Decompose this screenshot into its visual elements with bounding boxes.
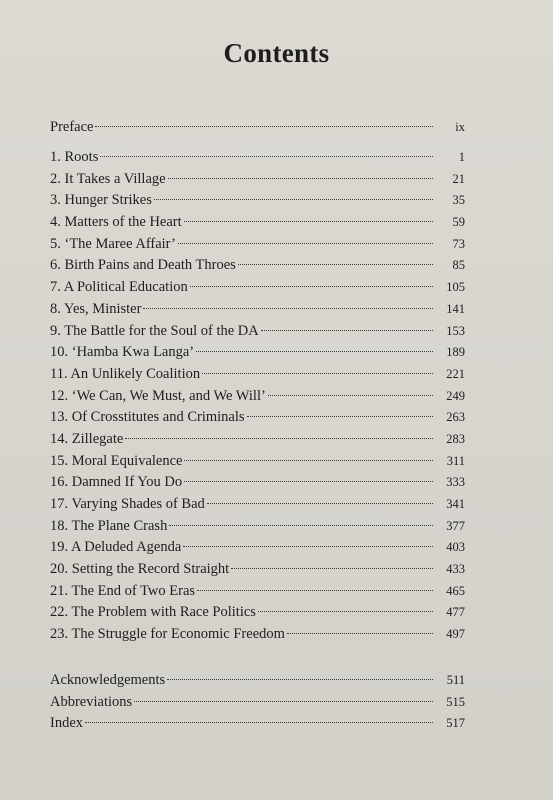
dot-leader <box>258 611 433 612</box>
entry-label: 16. Damned If You Do <box>50 474 183 491</box>
entry-label: 18. The Plane Crash <box>50 517 168 534</box>
dot-leader <box>125 438 433 439</box>
entry-page-number: 141 <box>446 301 465 316</box>
toc-entry-chapter <box>50 149 465 171</box>
entry-label: 4. Matters of the Heart <box>50 214 182 231</box>
page-title: Contents <box>223 38 330 68</box>
entry-label: 9. The Battle for the Soul of the DA <box>50 322 259 339</box>
entry-page-number: 73 <box>452 236 465 251</box>
toc-entry-chapter <box>50 539 465 561</box>
dot-leader <box>190 286 433 287</box>
toc-entry-chapter <box>50 431 465 453</box>
dot-leader <box>169 525 433 526</box>
toc-entry-chapter <box>50 453 465 475</box>
dot-leader <box>143 308 433 309</box>
toc-entry-chapter <box>50 604 465 626</box>
entry-label: 5. ‘The Maree Affair’ <box>50 235 176 252</box>
preface-section <box>50 119 465 141</box>
entry-label: 22. The Problem with Race Politics <box>50 604 256 621</box>
dot-leader <box>168 178 433 179</box>
dot-leader <box>287 633 433 634</box>
toc-entry-chapter <box>50 474 465 496</box>
dot-leader <box>154 199 433 200</box>
entry-label: 12. ‘We Can, We Must, and We Will’ <box>50 387 266 404</box>
entry-page-number: 105 <box>446 280 465 295</box>
toc-entry-preface <box>50 119 465 141</box>
entry-page-number: 283 <box>446 431 465 446</box>
entry-page-number: 403 <box>446 540 465 555</box>
entry-label: Abbreviations <box>50 693 133 710</box>
toc-entry-back-matter <box>50 715 465 737</box>
dot-leader <box>95 126 433 127</box>
entry-label: 6. Birth Pains and Death Throes <box>50 257 236 274</box>
entry-page-number: 153 <box>446 323 465 338</box>
entry-page-number: 263 <box>446 410 465 425</box>
toc-entry-chapter <box>50 518 465 540</box>
toc-entry-chapter <box>50 583 465 605</box>
toc-entry-chapter <box>50 301 465 323</box>
toc-entry-chapter <box>50 626 465 648</box>
toc-entry-back-matter <box>50 672 465 694</box>
entry-page-number: 221 <box>446 366 465 381</box>
dot-leader <box>202 373 433 374</box>
entry-page-number: 1 <box>458 150 465 164</box>
dot-leader <box>184 481 433 482</box>
toc-entry-chapter <box>50 192 465 214</box>
entry-page-number: 377 <box>446 518 465 533</box>
dot-leader <box>196 351 433 352</box>
entry-label: 10. ‘Hamba Kwa Langa’ <box>50 344 195 361</box>
entry-label: 13. Of Crosstitutes and Criminals <box>50 409 245 426</box>
entry-page-number: 511 <box>446 673 465 687</box>
entry-label: 17. Varying Shades of Bad <box>50 496 205 512</box>
chapter-list <box>50 149 465 648</box>
entry-label: 7. A Political Education <box>50 279 188 296</box>
toc-entry-chapter <box>50 496 465 518</box>
dot-leader <box>238 264 433 265</box>
entry-label: 20. Setting the Record Straight <box>50 561 230 578</box>
entry-page-number: 311 <box>446 453 465 468</box>
toc-entry-back-matter <box>50 694 465 716</box>
entry-page-number: 189 <box>446 345 465 360</box>
entry-page-number: 497 <box>446 627 465 642</box>
entry-page-number: 517 <box>446 716 465 731</box>
toc-entry-chapter <box>50 236 465 258</box>
entry-page-number: 433 <box>446 562 465 577</box>
dot-leader <box>268 395 433 396</box>
toc-entry-chapter <box>50 366 465 388</box>
entry-page-number: 21 <box>452 171 465 186</box>
entry-label: 19. A Deluded Agenda <box>50 539 182 556</box>
toc-entry-chapter <box>50 409 465 431</box>
dot-leader <box>184 460 433 461</box>
dot-leader <box>247 416 433 417</box>
dot-leader <box>184 221 433 222</box>
entry-page-number: 477 <box>446 605 465 620</box>
entry-label: Index <box>50 715 84 732</box>
entry-label: 11. An Unlikely Coalition <box>50 365 201 382</box>
entry-page-number: 35 <box>452 193 465 208</box>
entry-label: 23. The Struggle for Economic Freedom <box>50 626 285 643</box>
toc-entry-chapter <box>50 257 465 279</box>
entry-page-number: 341 <box>446 497 465 511</box>
entry-label: 21. The End of Two Eras <box>50 582 196 599</box>
toc-entry-chapter <box>50 171 465 193</box>
entry-page-number: 465 <box>446 583 465 598</box>
entry-page-number: 85 <box>452 258 465 273</box>
dot-leader <box>207 503 433 504</box>
entry-page-number: 333 <box>446 475 465 490</box>
entry-label: 14. Zillegate <box>50 430 124 447</box>
dot-leader <box>134 701 433 702</box>
entry-label: 8. Yes, Minister <box>50 300 142 317</box>
dot-leader <box>100 156 433 157</box>
dot-leader <box>183 546 433 547</box>
dot-leader <box>178 243 433 244</box>
back-matter-list <box>50 672 465 737</box>
toc-entry-chapter <box>50 388 465 410</box>
entry-label: 3. Hunger Strikes <box>50 192 152 209</box>
toc-entry-chapter <box>50 214 465 236</box>
entry-page-number: ix <box>455 120 465 134</box>
dot-leader <box>261 330 433 331</box>
toc-entry-chapter <box>50 323 465 345</box>
entry-label: Preface <box>50 119 94 135</box>
entry-page-number: 249 <box>446 388 465 403</box>
toc-entry-chapter <box>50 279 465 301</box>
dot-leader <box>197 590 433 591</box>
toc-entry-chapter <box>50 344 465 366</box>
toc-entry-chapter <box>50 561 465 583</box>
entry-label: 15. Moral Equivalence <box>50 452 183 469</box>
entry-page-number: 515 <box>446 694 465 709</box>
dot-leader <box>85 722 433 723</box>
entry-label: 1. Roots <box>50 149 99 165</box>
entry-page-number: 59 <box>452 215 465 230</box>
entry-label: 2. It Takes a Village <box>50 170 166 187</box>
dot-leader <box>231 568 433 569</box>
dot-leader <box>167 679 433 680</box>
entry-label: Acknowledgements <box>50 672 166 688</box>
